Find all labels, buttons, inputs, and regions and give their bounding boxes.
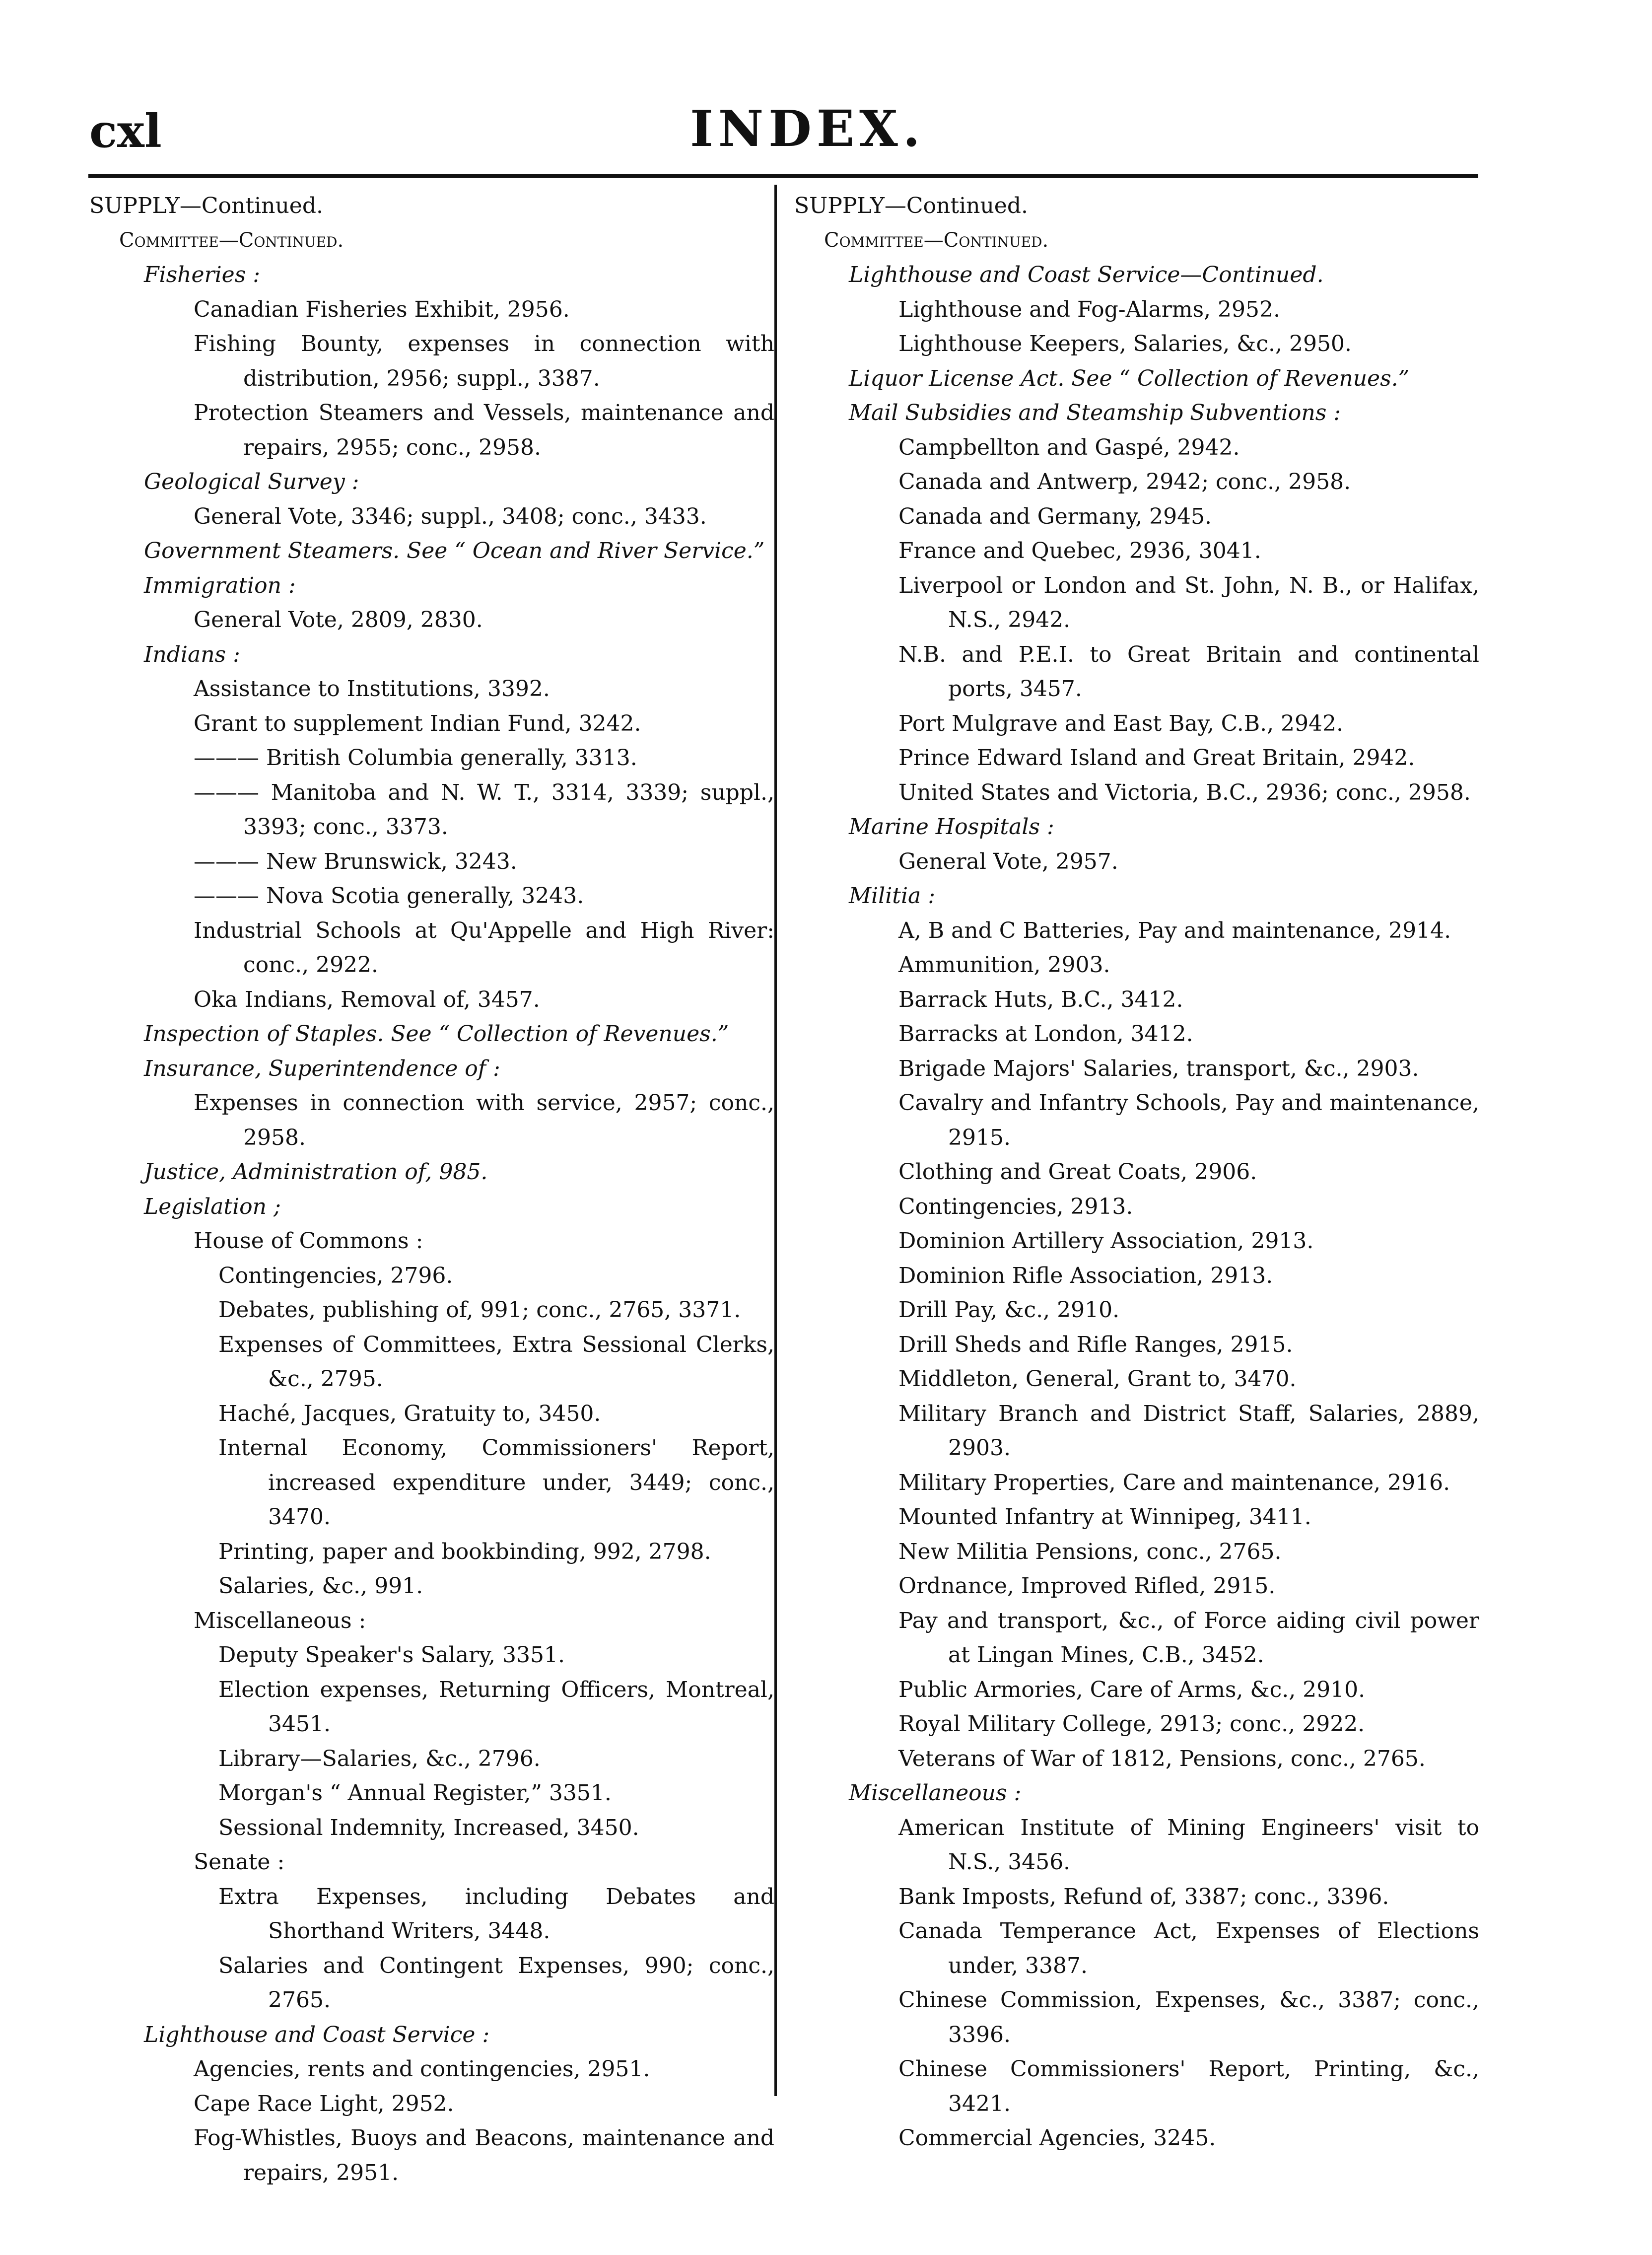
index-entry: Fishing Bounty, expenses in connection with distribution, 2956; suppl., 3387. (194, 331, 774, 391)
index-entry: Clothing and Great Coats, 2906. (898, 1159, 1257, 1185)
index-entry: Salaries, &c., 991. (218, 1573, 423, 1599)
index-entry: Assistance to Institutions, 3392. (194, 676, 550, 702)
index-entry: Expenses of Committees, Extra Sessional Clerks, &c., 2795. (218, 1332, 774, 1392)
index-entry: Fisheries : (144, 262, 261, 287)
index-entry: Lighthouse and Coast Service—Continued. (849, 262, 1324, 287)
index-entry: N.B. and P.E.I. to Great Britain and continental ports, 3457. (898, 641, 1479, 702)
index-entry: Internal Economy, Commissioners' Report, increased expenditure under, 3449; conc., 3470. (218, 1435, 774, 1530)
index-entry: Industrial Schools at Qu'Appelle and High River: conc., 2922. (194, 917, 774, 978)
index-entry: American Institute of Mining Engineers' visit to N.S., 3456. (898, 1815, 1479, 1875)
index-entry: Military Branch and District Staff, Salaries, 2889, 2903. (898, 1401, 1479, 1461)
index-entry: Barracks at London, 3412. (898, 1021, 1193, 1047)
index-entry: Agencies, rents and contingencies, 2951. (194, 2056, 650, 2082)
index-entry: Indians : (144, 641, 240, 667)
index-entry: Justice, Administration of, 985. (144, 1159, 488, 1185)
index-entry: Brigade Majors' Salaries, transport, &c., 2903. (898, 1056, 1419, 1081)
index-entry: SUPPLY—Continued. (89, 193, 324, 218)
index-entry: Grant to supplement Indian Fund, 3242. (194, 710, 641, 736)
index-entry: Morgan's “ Annual Register,” 3351. (218, 1780, 612, 1806)
index-entry: Liquor License Act. See “ Collection of Revenues.” (849, 365, 1410, 391)
index-entry: Lighthouse Keepers, Salaries, &c., 2950. (898, 331, 1352, 356)
index-entry: Expenses in connection with service, 2957; conc., 2958. (194, 1090, 774, 1150)
index-entry: Haché, Jacques, Gratuity to, 3450. (218, 1401, 601, 1426)
index-entry: Dominion Rifle Association, 2913. (898, 1263, 1273, 1288)
index-entry: Deputy Speaker's Salary, 3351. (218, 1642, 565, 1668)
index-entry: Election expenses, Returning Officers, Montreal, 3451. (218, 1677, 774, 1737)
index-entry: Legislation ; (144, 1194, 281, 1219)
index-entry: Sessional Indemnity, Increased, 3450. (218, 1815, 639, 1840)
index-entry: Contingencies, 2796. (218, 1263, 453, 1288)
index-entry: Public Armories, Care of Arms, &c., 2910. (898, 1677, 1366, 1702)
index-entry: Marine Hospitals : (849, 814, 1054, 840)
index-entry: Immigration : (144, 572, 296, 598)
index-entry: SUPPLY—Continued. (794, 193, 1029, 218)
index-entry: Prince Edward Island and Great Britain, 2942. (898, 745, 1415, 771)
header-rule (88, 174, 1478, 178)
index-entry: Debates, publishing of, 991; conc., 2765, 3371. (218, 1297, 741, 1323)
right-column (794, 189, 1479, 2156)
index-entry: Dominion Artillery Association, 2913. (898, 1228, 1314, 1254)
index-entry: Port Mulgrave and East Bay, C.B., 2942. (898, 710, 1344, 736)
index-entry: Drill Sheds and Rifle Ranges, 2915. (898, 1332, 1293, 1357)
index-entry: Canada and Germany, 2945. (898, 503, 1212, 529)
index-entry: Chinese Commissioners' Report, Printing, &c., 3421. (898, 2056, 1479, 2116)
page-number: cxl (89, 104, 162, 158)
index-entry: Ordnance, Improved Rifled, 2915. (898, 1573, 1276, 1599)
index-entry: House of Commons : (194, 1228, 423, 1254)
index-entry: Salaries and Contingent Expenses, 990; conc., 2765. (218, 1953, 774, 2013)
index-entry: Campbellton and Gaspé, 2942. (898, 434, 1240, 460)
index-entry: Barrack Huts, B.C., 3412. (898, 987, 1183, 1012)
index-entry: Inspection of Staples. See “ Collection of Revenues.” (144, 1021, 729, 1047)
index-entry: Miscellaneous : (194, 1608, 366, 1633)
index-entry: Liverpool or London and St. John, N. B., or Halifax, N.S., 2942. (898, 572, 1479, 633)
index-entry: Cavalry and Infantry Schools, Pay and maintenance, 2915. (898, 1090, 1479, 1150)
index-entry: Military Properties, Care and maintenance, 2916. (898, 1470, 1450, 1495)
index-entry: United States and Victoria, B.C., 2936; conc., 2958. (898, 779, 1471, 805)
index-entry: New Militia Pensions, conc., 2765. (898, 1539, 1282, 1564)
index-entry: Mounted Infantry at Winnipeg, 3411. (898, 1504, 1311, 1530)
index-entry: Pay and transport, &c., of Force aiding civil power at Lingan Mines, C.B., 3452. (898, 1608, 1479, 1668)
index-entry: A, B and C Batteries, Pay and maintenance, 2914. (898, 917, 1451, 943)
index-entry: Lighthouse and Fog-Alarms, 2952. (898, 296, 1280, 322)
index-entry: Miscellaneous : (849, 1780, 1022, 1806)
index-entry: Militia : (849, 883, 936, 909)
index-entry: Protection Steamers and Vessels, maintenance and repairs, 2955; conc., 2958. (194, 400, 774, 460)
index-entry: Oka Indians, Removal of, 3457. (194, 987, 540, 1012)
index-entry: Canada and Antwerp, 2942; conc., 2958. (898, 469, 1351, 494)
index-entry: Committee—Continued. (824, 228, 1049, 252)
index-entry: Canadian Fisheries Exhibit, 2956. (194, 296, 570, 322)
index-entry: Bank Imposts, Refund of, 3387; conc., 3396. (898, 1884, 1389, 1909)
index-entry: Drill Pay, &c., 2910. (898, 1297, 1120, 1323)
index-entry: Committee—Continued. (119, 228, 344, 252)
index-entry: Government Steamers. See “ Ocean and River Service.” (144, 538, 765, 564)
index-entry: ——— Manitoba and N. W. T., 3314, 3339; suppl., 3393; conc., 3373. (194, 779, 774, 840)
index-entry: Senate : (194, 1849, 285, 1875)
index-entry: General Vote, 2809, 2830. (194, 607, 483, 633)
index-entry: Veterans of War of 1812, Pensions, conc., 2765. (898, 1746, 1426, 1771)
index-entry: Ammunition, 2903. (898, 952, 1110, 978)
index-entry: Insurance, Superintendence of : (144, 1056, 500, 1081)
index-entry: Middleton, General, Grant to, 3470. (898, 1366, 1297, 1392)
index-entry: Geological Survey : (144, 469, 359, 494)
index-entry: Chinese Commission, Expenses, &c., 3387; conc., 3396. (898, 1987, 1479, 2047)
index-entry: Lighthouse and Coast Service : (144, 2022, 490, 2047)
index-entry: France and Quebec, 2936, 3041. (898, 538, 1261, 564)
index-entry: Cape Race Light, 2952. (194, 2091, 454, 2116)
index-entry: Contingencies, 2913. (898, 1194, 1133, 1219)
column-divider (774, 185, 777, 2096)
index-entry: Canada Temperance Act, Expenses of Elections under, 3387. (898, 1918, 1479, 1978)
index-entry: Printing, paper and bookbinding, 992, 2798. (218, 1539, 711, 1564)
index-entry: Extra Expenses, including Debates and Shorthand Writers, 3448. (218, 1884, 774, 1944)
index-entry: Commercial Agencies, 3245. (898, 2125, 1216, 2151)
page-title: INDEX. (690, 99, 925, 158)
index-entry: Library—Salaries, &c., 2796. (218, 1746, 541, 1771)
index-entry: Fog-Whistles, Buoys and Beacons, maintenance and repairs, 2951. (194, 2125, 774, 2185)
index-entry: General Vote, 3346; suppl., 3408; conc., 3433. (194, 503, 707, 529)
index-entry: ——— British Columbia generally, 3313. (194, 745, 637, 771)
left-column (89, 189, 774, 2190)
index-entry: Mail Subsidies and Steamship Subventions : (849, 400, 1341, 425)
index-entry: ——— Nova Scotia generally, 3243. (194, 883, 584, 909)
index-entry: Royal Military College, 2913; conc., 2922. (898, 1711, 1365, 1737)
index-entry: General Vote, 2957. (898, 848, 1118, 874)
index-entry: ——— New Brunswick, 3243. (194, 848, 517, 874)
